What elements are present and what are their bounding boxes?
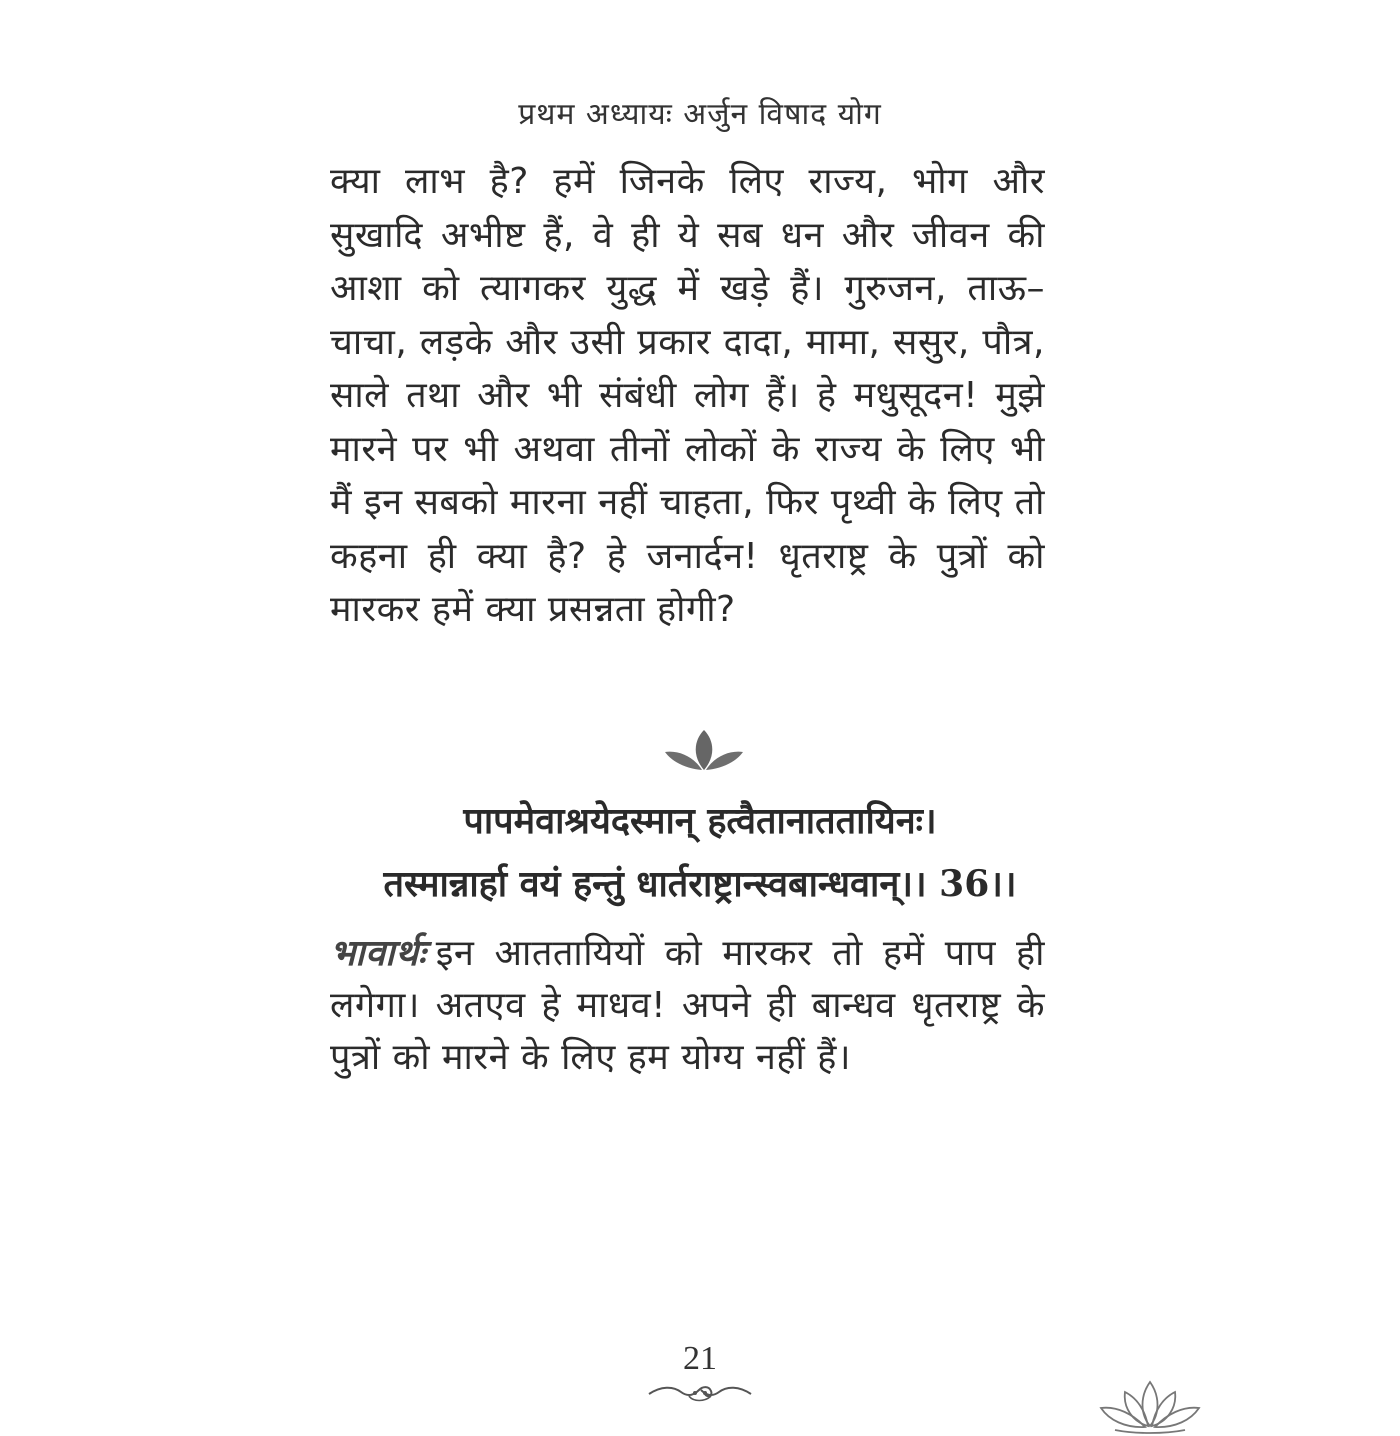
three-leaf-ornament-icon [663, 728, 745, 772]
running-header: प्रथम अध्यायः अर्जुन विषाद योग [518, 97, 882, 132]
page-number: 21 [683, 1340, 717, 1377]
swirl-ornament-icon [645, 1380, 755, 1406]
shloka-verse [280, 790, 1120, 916]
shloka-line-2: तस्मान्नार्हा वयं हन्तुं धार्तराष्ट्रान्स्वबान्धवान्।। 36।। [383, 863, 1017, 905]
shloka-line-1: पापमेवाश्रयेदस्मान् हत्वैतानाततायिनः। [463, 800, 937, 842]
body-paragraph: क्या लाभ है? हमें जिनके लिए राज्य, भोग और सुखादि अभीष्ट हैं, वे ही ये सब धन और जीवन की आशा को त्यागकर युद्ध में खड़े हैं। गुरुजन, ताऊ–चाचा, लड़के और उसी प्रकार दादा, मामा, ससुर, पौत्र, साले तथा और भी संबंधी लोग हैं। हे मधुसूदन! मुझे मारने पर भी अथवा तीनों लोकों के राज्य के लिए भी मैं इन सबको मारना नहीं चाहता, फिर पृथ्वी के लिए तो कहना ही क्या है? हे जनार्दन! धृतराष्ट्र के पुत्रों को मारकर हमें क्या प्रसन्नता होगी? [330, 161, 1045, 630]
meaning-label: भावार्थः [330, 933, 426, 974]
meaning-text: इन आततायियों को मारकर तो हमें पाप ही लगेगा। अतएव हे माधव! अपने ही बान्धव धृतराष्ट्र के पुत्रों को मारने के लिए हम योग्य नहीं हैं। [330, 933, 1045, 1078]
lotus-outline-icon [1095, 1378, 1205, 1436]
meaning-paragraph [330, 928, 1045, 1084]
